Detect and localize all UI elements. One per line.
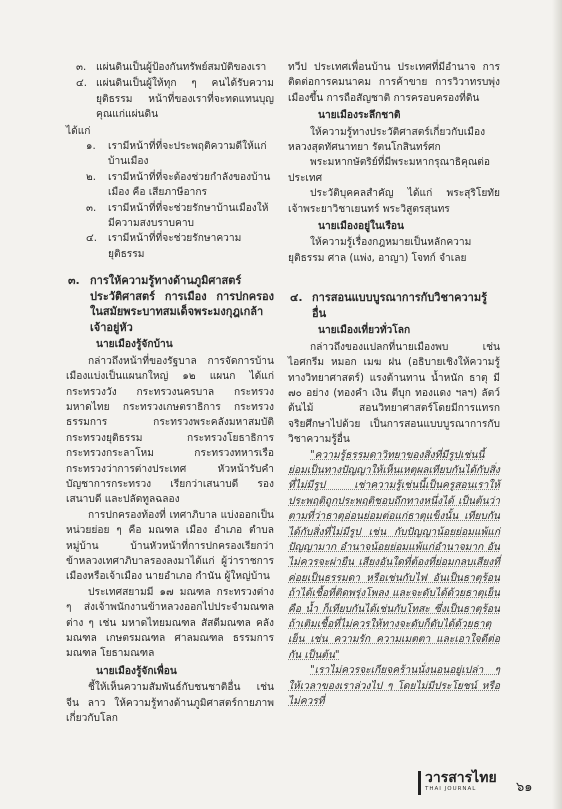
left-column [66, 60, 274, 726]
item-text: เรามีหน้าที่ที่จะช่วยรักษาบ้านเมืองให้มีความสงบราบคาบ [108, 202, 269, 230]
item-text: เรามีหน้าที่ที่จะต้องช่วยกำลังของบ้านเมือง คือ เสียภาษีอากร [108, 171, 271, 199]
list-item [66, 60, 274, 75]
item-number: ๔. [76, 78, 87, 90]
paragraph: กล่าวถึงหน้าที่ของรัฐบาล การจัดการบ้านเมืองแบ่งเป็นแผนกใหญ่ ๑๒ แผนก ได้แก่ กระทรวงวัง กระทรวงนครบาล กระทรวงมหาดไทย กระทรวงเกษตราธิการ กระทรวงธรรมการ กระทรวงพระคลังมหาสมบัติ กระทรวงยุติธรรม กระทรวงโยธาธิการ กระทรวงกระลาโหม กระทรวงทหารเรือ กระทรวงว่าการต่างประเทศ หัวหน้ารับคำบัญชาการกระทรวง เรียกว่าเสนาบดี รองเสนาบดี และปลัดทูลฉลอง [66, 355, 274, 506]
page-edge-shadow [552, 0, 562, 809]
section-number: ๓. [68, 274, 80, 288]
list-item [66, 201, 274, 232]
paragraph: พระมหากษัตริย์ที่มีพระมหากรุณาธิคุณต่อประเทศ [288, 157, 491, 184]
paragraph: ประเทศสยามมี ๑๗ มณฑล กระทรวงต่าง ๆ ส่งเจ้าพนักงานข้าหลวงออกไปประจำมณฑลต่าง ๆ เช่น มหาดไทยมณฑล สัสดีมณฑล คลังมณฑล เกษตรมณฑล ศาลมณฑล ธรรมการมณฑล โยธามณฑล [66, 586, 274, 660]
journal-logo [418, 771, 519, 795]
journal-name-english: THAI JOURNAL [425, 786, 477, 792]
section-title-text: การให้ความรู้ทางด้านภูมิศาสตร์ ประวัติศาสตร์ การเมือง การปกครอง ในสมัยพระบาทสมเด็จพระมงกุฎเกล้าเจ้าอยู่หัว [90, 274, 274, 334]
list-item [66, 170, 274, 201]
section-3-title [66, 273, 274, 335]
subheading-at-home: นายเมืองอยู่ในเรือน [318, 221, 405, 233]
section-number: ๔. [290, 291, 303, 305]
item-text: เรามีหน้าที่ที่จะช่วยรักษาความยุติธรรม [108, 233, 242, 260]
item-text: แผ่นดินเป็นผู้ให้ทุก ๆ คนได้รับความยุติธรรม หน้าที่ของเราที่จะทดแทนบุญคุณแก่แผ่นดิน [96, 78, 274, 121]
item-number: ๓. [76, 62, 87, 73]
paragraph: ทวีป ประเทศเพื่อนบ้าน ประเทศที่มีอำนาจ การติดต่อการคมนาคม การค้าขาย การวิวาทรบพุ่ง เมืองขึ้น การถือสัญชาติ การครอบครองที่ดิน [288, 62, 500, 104]
item-number: ๔. [86, 233, 97, 245]
paragraph: กล่าวถึงของแปลกที่นายเมืองพบ เช่น ไอศกรีม หมอก เมฆ ฝน (อธิบายเชิงให้ความรู้ทางวิทยาศาสตร์) แรงต้านทาน น้ำหนัก ธาตุ มี ๗๐ อย่าง (ทองคำ เงิน ตีบุก ทองแดง ฯลฯ) ลัตว์ ต้นไม้ สอนวิทยาศาสตร์โดยมีการแทรกจริยศึกษาไปด้วย เป็นการสอนแบบบูรณาการกับวิชาความรู้อื่น [288, 341, 500, 446]
subheading-know-home: นายเมืองรู้จักบ้าน [96, 339, 173, 351]
item-text: เรามีหน้าที่ที่จะประพฤติความดีให้แก่บ้านเมือง [108, 141, 267, 168]
section-title-text: การสอนแบบบูรณาการกับวิชาความรู้อื่น [312, 291, 487, 320]
section-4-title [288, 290, 500, 321]
journal-name-thai: วารสารไทย [425, 770, 497, 786]
list-item [66, 231, 274, 262]
subheading-world-travel: นายเมืองเที่ยวทั่วโลก [318, 325, 411, 337]
subheading-know-friends: นายเมืองรู้จักเพื่อน [96, 665, 177, 677]
paragraph: ชี้ให้เห็นความสัมพันธ์กับชนชาติอื่น เช่น จีน ลาว ให้ความรู้ทางด้านภูมิศาสตร์กายภาพเกี่ยวกับโลก [66, 682, 274, 725]
right-column [288, 60, 500, 709]
quote-paragraph: "ความรู้ธรรมดาวิทยาของสิ่งที่มีรูปเช่นนี้ย่อมเป็นทางปัญญาให้เห็นเหตุผลเทียบกันได้กับสิ่งที่ไม่มีรูป เช่าความรู้เช่นนี้เป็นครูสอนเราให้ประพฤติถูกประพฤติชอบถึกทางหนึ่งได้ เป็นต้นว่า ตามที่ว่าธาตุอ่อนย่อมต่อแก่ธาตุแข็งนั้น เทียบกันได้กับสิ่งที่ไม่มีรูป เช่น กับปัญญาน้อยย่อมแพ้แก่ปัญญามาก อำนาจน้อยย่อมแพ้แก่อำนาจมาก อันไม่ควรจะผ่ายืน เสียงอันใดที่ต้องที่ย่อมกลบเสียงที่ค่อยเป็นธรรมดา หรือเช่นกับไฟ อันเป็นธาตุร้อน ถ้าได้เชื้อที่ติดพรุ่งโพลง และจะดับได้ด้วยธาตุเย็น คือ น้ำ ก็เทียบกันได้เช่นกับโทสะ ซึ่งเป็นธาตุร้อน ถ้าเติมเชื้อที่ไม่ควรให้ทางจะดับก็ดับได้ด้วยธาตุเย็น เช่น ความรัก ความเมตตา และเอาใจดีต่อกัน เป็นต้น" [288, 449, 500, 661]
item-number: ๑. [86, 141, 96, 153]
sub-list-intro: ได้แก่ [66, 125, 91, 137]
list-item [66, 76, 274, 122]
paragraph: การปกครองท้องที่ เทศาภิบาล แบ่งออกเป็นหน่วยย่อย ๆ คือ มณฑล เมือง อำเภอ ตำบล หมู่บ้าน บ้านหัวหน้าที่การปกครองเรียกว่าข้าหลวงเทศาภิบาลรองลงมาได้แก่ ผู้ว่าราชการเมืองหรือเจ้าเมือง นายอำเภอ กำนัน ผู้ใหญ่บ้าน [66, 509, 274, 583]
paragraph: ให้ความรู้เรื่องกฎหมายเป็นหลักความยุติธรรม ศาล (แพ่ง, อาญา) โจทก์ จำเลย [288, 237, 472, 264]
item-number: ๓. [86, 202, 97, 214]
subheading-recall-nation: นายเมืองระลึกชาติ [318, 110, 401, 122]
paragraph: ให้ความรู้ทางประวัติศาสตร์เกี่ยวกับเมืองหลวงสุดทัศนาทยา รัตนโกสินทร์ศก [288, 126, 486, 154]
list-item [66, 139, 274, 170]
page-number: ๖๑ [516, 780, 533, 795]
quote-paragraph: "เราไม่ควรจะเกียจคร้านนั่งนอนอยู่เปล่า ๆ ให้เวลาของเราล่วงไป ๆ โดยไม่มีประโยชน์ หรือไม่ควรที่ [288, 665, 500, 708]
item-number: ๒. [86, 171, 96, 183]
paragraph: ประวัติบุคคลสำคัญ ได้แก่ พระสุริโยทัย เจ้าพระยาวิชาเยนทร์ พระวิสูตรสุนทร [288, 188, 500, 215]
item-text: แผ่นดินเป็นผู้ป้องกันทรัพย์สมบัติของเรา [96, 62, 267, 73]
